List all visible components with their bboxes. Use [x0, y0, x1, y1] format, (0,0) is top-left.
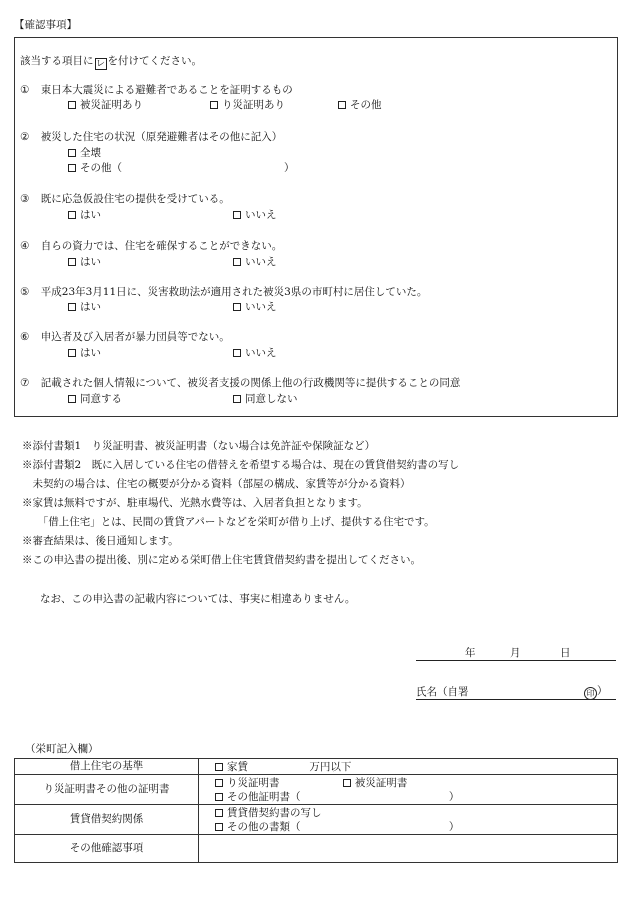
checkbox[interactable] — [233, 349, 241, 357]
item-text: 既に応急仮設住宅の提供を受けている。 — [40, 193, 230, 205]
date-underline[interactable] — [416, 660, 616, 661]
declaration: なお、この申込書の記載内容については、事実に相違ありません。 — [40, 593, 356, 605]
checkbox[interactable] — [233, 303, 241, 311]
date-year-label: 年 — [465, 647, 476, 659]
checkbox[interactable] — [338, 101, 346, 109]
note-line: ※審査結果は、後日通知します。 — [22, 535, 179, 547]
checkbox[interactable] — [215, 823, 223, 831]
office-row-label: その他確認事項 — [15, 835, 199, 863]
item-number: ⑥ — [20, 331, 30, 343]
checkbox[interactable] — [68, 211, 76, 219]
office-caption: （栄町記入欄） — [25, 743, 99, 755]
checkbox[interactable] — [215, 793, 223, 801]
item-number: ⑦ — [20, 377, 30, 389]
office-row-rent — [15, 759, 618, 775]
option-label: いいえ — [245, 347, 277, 359]
checkbox[interactable] — [68, 149, 76, 157]
item-5-option-no[interactable] — [233, 301, 277, 314]
bracket-close: ） — [448, 820, 460, 833]
item-number: ① — [20, 84, 30, 96]
item-6-option-no[interactable] — [233, 347, 277, 360]
signature-label: 氏名（自署 — [416, 686, 469, 698]
checkbox[interactable] — [210, 101, 218, 109]
option-label: その他の書類（ — [227, 820, 301, 833]
checkbox[interactable] — [68, 258, 76, 266]
item-6-question — [20, 331, 230, 344]
checkbox[interactable] — [215, 763, 223, 771]
note-line: ※家賃は無料ですが、駐車場代、光熱水費等は、入居者負担となります。 — [22, 497, 368, 509]
option-label: 被災証明書 — [354, 776, 408, 789]
instruction — [20, 55, 202, 70]
signature-close: ） — [597, 685, 608, 697]
seal-icon: 印 — [584, 687, 597, 700]
option-label: いいえ — [245, 301, 277, 313]
checkbox[interactable] — [68, 349, 76, 357]
checkbox[interactable] — [68, 101, 76, 109]
checkbox[interactable] — [233, 395, 241, 403]
rent-label: 家賃 — [227, 760, 248, 773]
item-1-option-1[interactable] — [68, 99, 143, 112]
option-label: その他 — [350, 99, 382, 111]
item-2-option-2[interactable] — [68, 162, 122, 175]
instruction-text: 該当する項目に — [20, 55, 94, 67]
item-3-option-yes[interactable] — [68, 209, 101, 222]
option-label: いいえ — [245, 256, 277, 268]
instruction-text-end: を付けてください。 — [107, 55, 202, 67]
item-number: ⑤ — [20, 286, 30, 298]
checkbox[interactable] — [215, 779, 223, 787]
note-line: ※添付書類2 既に入居している住宅の借替えを希望する場合は、現在の賃貸借契約書の写し — [22, 459, 460, 471]
rent-limit-label: 万円以下 — [309, 760, 352, 773]
item-2-other-close: ） — [284, 162, 295, 174]
signature-underline[interactable] — [416, 699, 616, 700]
item-text: 自らの資力では、住宅を確保することができない。 — [40, 240, 283, 252]
item-4-option-yes[interactable] — [68, 256, 101, 269]
item-7-option-disagree[interactable] — [233, 393, 298, 406]
note-line: ※添付書類1 り災証明書、被災証明書（ない場合は免許証や保険証など） — [22, 440, 376, 452]
note-line: 未契約の場合は、住宅の概要が分かる資料（部屋の構成、家賃等が分かる資料） — [22, 478, 411, 490]
checkbox[interactable] — [215, 809, 223, 817]
office-row-label: り災証明書その他の証明書 — [15, 775, 199, 805]
office-row-other — [15, 835, 618, 863]
office-row-certificate — [15, 775, 618, 805]
option-label: はい — [80, 347, 101, 359]
checkbox[interactable] — [343, 779, 351, 787]
note-line: ※この申込書の提出後、別に定める栄町借上住宅賃貸借契約書を提出してください。 — [22, 554, 421, 566]
item-5-option-yes[interactable] — [68, 301, 101, 314]
item-1-option-2[interactable] — [210, 99, 285, 112]
option-label: 賃貸借契約書の写し — [227, 806, 322, 819]
item-3-option-no[interactable] — [233, 209, 277, 222]
item-4-option-no[interactable] — [233, 256, 277, 269]
checkbox[interactable] — [68, 164, 76, 172]
option-label: り災証明書 — [227, 776, 280, 789]
option-label: り災証明あり — [222, 99, 285, 111]
section-title: 【確認事項】 — [14, 19, 77, 31]
office-row-content — [199, 759, 618, 775]
option-label: 同意する — [80, 393, 122, 405]
item-number: ② — [20, 131, 30, 143]
item-2-question — [20, 131, 282, 144]
office-row-label: 賃貸借契約関係 — [15, 805, 199, 835]
item-1-question — [20, 84, 293, 97]
checkbox[interactable] — [68, 303, 76, 311]
item-4-question — [20, 240, 282, 253]
item-text: 申込者及び入居者が暴力団員等でない。 — [40, 331, 230, 343]
date-day-label: 日 — [560, 647, 571, 659]
option-label: その他（ — [80, 162, 122, 174]
option-label: いいえ — [245, 209, 277, 221]
item-text: 記載された個人情報について、被災者支援の関係上他の行政機関等に提供することの同意 — [40, 377, 461, 389]
item-text: 東日本大震災による避難者であることを証明するもの — [40, 84, 293, 96]
option-label: はい — [80, 301, 101, 313]
note-line: 「借上住宅」とは、民間の賃貸アパートなどを栄町が借り上げ、提供する住宅です。 — [22, 516, 435, 528]
option-label: はい — [80, 256, 101, 268]
office-row-content — [199, 805, 618, 835]
checkbox[interactable] — [233, 258, 241, 266]
item-7-option-agree[interactable] — [68, 393, 122, 406]
checkbox[interactable] — [68, 395, 76, 403]
office-row-content[interactable] — [199, 835, 618, 863]
item-5-question — [20, 286, 427, 299]
option-label: 同意しない — [245, 393, 298, 405]
seal-mark — [584, 685, 608, 700]
office-use-table — [14, 758, 618, 863]
option-label: 被災証明あり — [80, 99, 143, 111]
item-1-option-3[interactable] — [338, 99, 382, 112]
option-label: その他証明書（ — [227, 790, 301, 803]
item-text: 平成23年3月11日に、災害救助法が適用された被災3県の市町村に居住していた。 — [40, 286, 428, 298]
option-label: はい — [80, 209, 101, 221]
option-label: 全壊 — [80, 147, 101, 159]
item-6-option-yes[interactable] — [68, 347, 101, 360]
item-2-option-1[interactable] — [68, 147, 101, 160]
item-text: 被災した住宅の状況（原発避難者はその他に記入） — [40, 131, 283, 143]
office-row-content — [199, 775, 618, 805]
office-row-label: 借上住宅の基準 — [15, 759, 199, 775]
office-row-lease — [15, 805, 618, 835]
checkmark-example: レ — [95, 59, 105, 69]
item-number: ④ — [20, 240, 30, 252]
item-number: ③ — [20, 193, 30, 205]
date-month-label: 月 — [510, 647, 521, 659]
item-3-question — [20, 193, 230, 206]
item-7-question — [20, 377, 460, 390]
checkbox[interactable] — [233, 211, 241, 219]
bracket-close: ） — [448, 790, 460, 803]
